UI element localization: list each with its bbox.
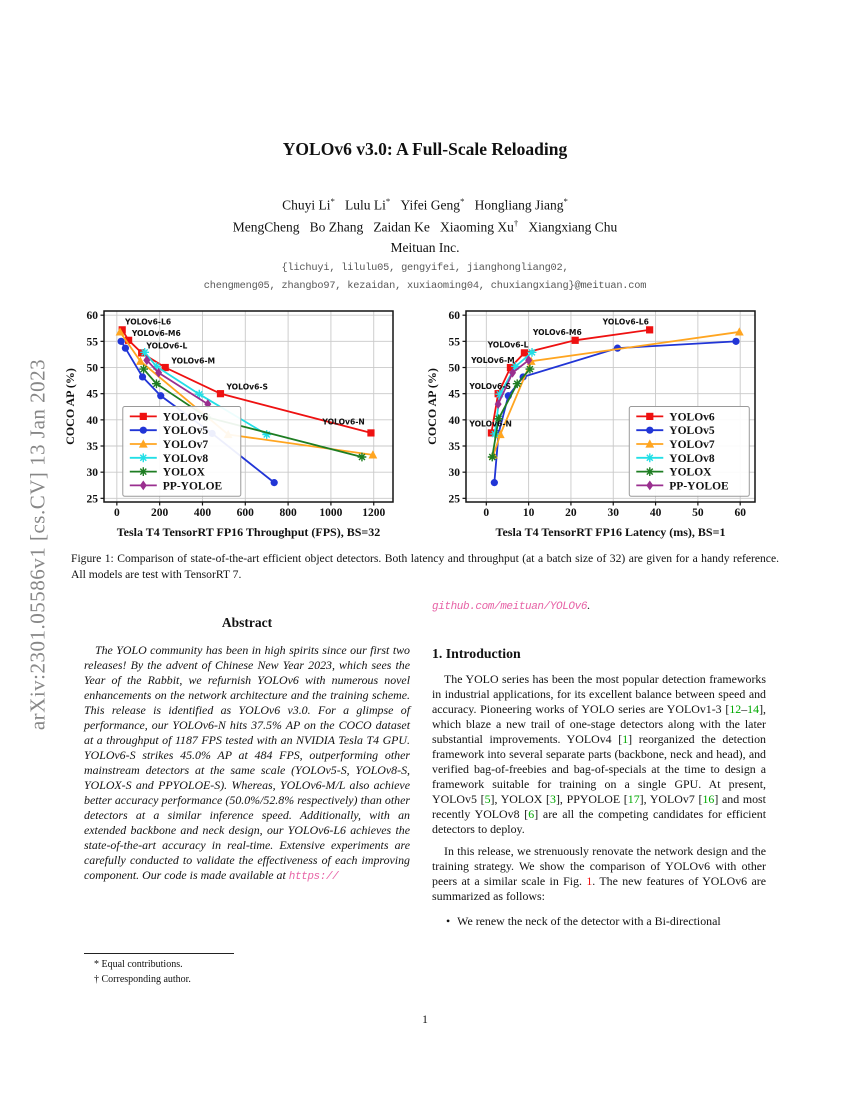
svg-text:YOLOv8: YOLOv8 [669, 452, 715, 465]
svg-text:30: 30 [448, 467, 460, 480]
svg-text:25: 25 [448, 493, 460, 506]
sup: † [513, 218, 519, 228]
left-column [84, 598, 410, 885]
svg-text:55: 55 [86, 336, 98, 349]
citation-ref[interactable]: 5 [484, 792, 491, 807]
arxiv-watermark: arXiv:2301.05586v1 [cs.CV] 13 Jan 2023 [25, 358, 50, 731]
hyperlink[interactable]: github.com/meituan/YOLOv6 [432, 601, 588, 613]
svg-text:PP-YOLOE: PP-YOLOE [669, 480, 729, 493]
svg-text:55: 55 [448, 336, 460, 349]
footnote-equal-contrib: * Equal contributions. [94, 959, 183, 970]
sup: * [385, 196, 391, 206]
right-column [432, 598, 766, 929]
svg-text:YOLOv6-L6: YOLOv6-L6 [124, 317, 172, 327]
citation-ref[interactable]: 16 [702, 792, 715, 807]
svg-text:Tesla T4 TensorRT FP16 Through: Tesla T4 TensorRT FP16 Throughput (FPS), BS=32 [116, 525, 381, 539]
svg-text:YOLOv6-N: YOLOv6-N [322, 417, 365, 427]
svg-text:0: 0 [113, 507, 120, 519]
feature-bullet-1 [446, 914, 766, 929]
author-line-1: Chuyi Li* Lulu Li* Yifei Geng* Hongliang Jiang* [282, 196, 568, 213]
svg-text:YOLOv6-L: YOLOv6-L [487, 340, 529, 350]
chart-throughput [62, 303, 400, 546]
svg-text:1000: 1000 [319, 507, 343, 519]
svg-text:YOLOv6: YOLOv6 [162, 411, 209, 424]
svg-text:YOLOv6-N: YOLOv6-N [469, 419, 512, 429]
svg-text:60: 60 [86, 310, 98, 323]
citation-ref[interactable]: 17 [627, 792, 640, 807]
svg-text:600: 600 [236, 507, 254, 519]
section-heading-introduction: 1. Introduction [432, 645, 521, 661]
paper-title: YOLOv6 v3.0: A Full-Scale Reloading [282, 139, 568, 159]
svg-text:45: 45 [86, 388, 98, 401]
hyperlink[interactable]: https:// [288, 871, 339, 883]
svg-text:60: 60 [448, 310, 460, 323]
intro-paragraph-2: In this release, we strenuously renovate the network design and the training strategy. We show the comparison of YOLOv6 with other peers at a similar scale in Fig. 1. The new features of YOLOv6 are summarized as follows: [432, 844, 766, 904]
svg-text:30: 30 [607, 507, 620, 519]
sup: * [330, 196, 335, 206]
abstract-heading: Abstract [221, 615, 273, 630]
svg-text:YOLOv6-M6: YOLOv6-M6 [532, 328, 582, 338]
svg-text:YOLOv7: YOLOv7 [669, 439, 715, 451]
citation-ref[interactable]: 14 [747, 702, 760, 717]
email-line-2: chengmeng05, zhangbo97, kezaidan, xuxiaoming04, chuxiangxiang}@meituan.com [203, 280, 647, 292]
page-number: 1 [422, 1014, 428, 1026]
svg-text:0: 0 [483, 507, 490, 519]
author-line-2: MengCheng Bo Zhang Zaidan Ke Xiaoming Xu† Xiangxiang Chu [232, 218, 618, 235]
svg-text:40: 40 [86, 414, 98, 427]
footnote-corresponding: † Corresponding author. [94, 973, 191, 985]
abstract-text: The YOLO community has been in high spirits since our first two releases! By the advent of Chinese New Year 2023, which sees the Year of the Rabbit, we refurnish YOLOv6 with numerous novel enhancements on the network architecture and the training scheme. This release is identified as YOLOv6 v3.0. For a glimpse of performance, our YOLOv6-N hits 37.5% AP on the COCO dataset at a throughput of 1187 FPS tested with an NVIDIA Tesla T4 GPU. YOLOv6-S strikes 45.0% AP at 484 FPS, outperforming other mainstream detectors at the same scale (YOLOv5-S, YOLOv8-S, YOLOX-S and PPYOLOE-S). Whereas, YOLOv6-M/L also achieve better accuracy performance (50.0%/52.8% respectively) than other detectors at a similar inference speed. Additionally, with an extended backbone and neck design, our YOLOv6-L6 achieves the state-of-the-art accuracy in real-time. Extensive experiments are carefully conducted to validate the effectiveness of each improving component. Our code is made available at https:// [84, 643, 410, 883]
svg-text:1200: 1200 [362, 507, 386, 519]
svg-text:40: 40 [649, 507, 662, 519]
sup: * [460, 196, 465, 206]
svg-text:30: 30 [86, 467, 98, 480]
email-line-1: {lichuyi, lilulu05, gengyifei, jianghongliang02, [281, 262, 569, 274]
svg-text:YOLOX: YOLOX [162, 466, 205, 479]
svg-text:YOLOv6-M: YOLOv6-M [471, 355, 515, 365]
chart-latency [424, 303, 762, 546]
code-link-line: github.com/meituan/YOLOv6. [432, 598, 591, 613]
svg-text:50: 50 [448, 362, 460, 375]
svg-text:35: 35 [86, 441, 98, 454]
svg-text:50: 50 [692, 507, 704, 519]
svg-text:YOLOv6-M: YOLOv6-M [171, 356, 216, 366]
svg-text:40: 40 [448, 414, 460, 427]
svg-text:YOLOv6-L: YOLOv6-L [146, 341, 188, 351]
citation-ref[interactable]: 1 [622, 732, 629, 747]
svg-text:Tesla T4 TensorRT FP16 Latency: Tesla T4 TensorRT FP16 Latency (ms), BS=1 [495, 525, 726, 539]
svg-text:COCO AP (%): COCO AP (%) [63, 368, 77, 445]
svg-text:PP-YOLOE: PP-YOLOE [162, 480, 223, 493]
citation-ref[interactable]: 3 [550, 792, 556, 807]
svg-text:35: 35 [448, 441, 460, 454]
svg-text:400: 400 [193, 507, 212, 519]
svg-text:YOLOv6: YOLOv6 [669, 411, 715, 424]
svg-text:YOLOv5: YOLOv5 [669, 425, 715, 438]
svg-text:YOLOv8: YOLOv8 [162, 452, 209, 465]
bullet-text: We renew the neck of the detector with a Bi-directional [457, 914, 721, 929]
svg-text:YOLOv5: YOLOv5 [162, 425, 209, 438]
svg-text:20: 20 [565, 507, 577, 519]
svg-text:YOLOv6-S: YOLOv6-S [226, 382, 269, 392]
svg-text:200: 200 [151, 507, 169, 519]
intro-paragraph-1: The YOLO series has been the most popular detection frameworks in industrial applications, for its excellent balance between speed and accuracy. Pioneering works of YOLO series are YOLOv1-3 [12–14], which blaze a new trail of one-stage detectors along with the later substantial improvements. YOLOv4 [1] reorganized the detection framework into several separate parts (backbone, neck and head), and verified bag-of-freebies and bag-of-specials at the time to design a framework suitable for training on a single GPU. At present, YOLOv5 [5], YOLOX [3], PPYOLOE [17], YOLOv7 [16] and most recently YOLOv8 [6] are all the competing candidates for efficient detectors to deploy. [432, 672, 767, 837]
citation-ref[interactable]: 12 [729, 702, 742, 717]
svg-text:YOLOv6-M6: YOLOv6-M6 [131, 329, 181, 339]
svg-text:YOLOv6-L6: YOLOv6-L6 [602, 317, 649, 327]
bullet-icon: • [446, 914, 451, 929]
svg-text:YOLOv6-S: YOLOv6-S [469, 381, 511, 391]
svg-text:800: 800 [279, 507, 297, 519]
sup: * [563, 196, 568, 206]
svg-text:60: 60 [734, 507, 746, 519]
affiliation: Meituan Inc. [390, 240, 460, 255]
footnote-block [84, 953, 410, 987]
svg-text:COCO AP (%): COCO AP (%) [425, 368, 439, 445]
svg-text:50: 50 [86, 362, 98, 375]
footnote-rule [84, 953, 234, 954]
svg-text:10: 10 [522, 507, 535, 519]
svg-text:45: 45 [448, 388, 460, 401]
svg-text:25: 25 [86, 493, 98, 506]
figure-ref[interactable]: 1 [586, 874, 593, 889]
citation-ref[interactable]: 6 [528, 807, 535, 822]
figure-caption: Figure 1: Comparison of state-of-the-art efficient object detectors. Both latency and throughput (at a batch size of 32) are given for a handy reference. All models are test with TensorRT 7. [71, 552, 779, 582]
svg-text:YOLOv7: YOLOv7 [162, 439, 209, 451]
svg-text:YOLOX: YOLOX [669, 466, 712, 479]
